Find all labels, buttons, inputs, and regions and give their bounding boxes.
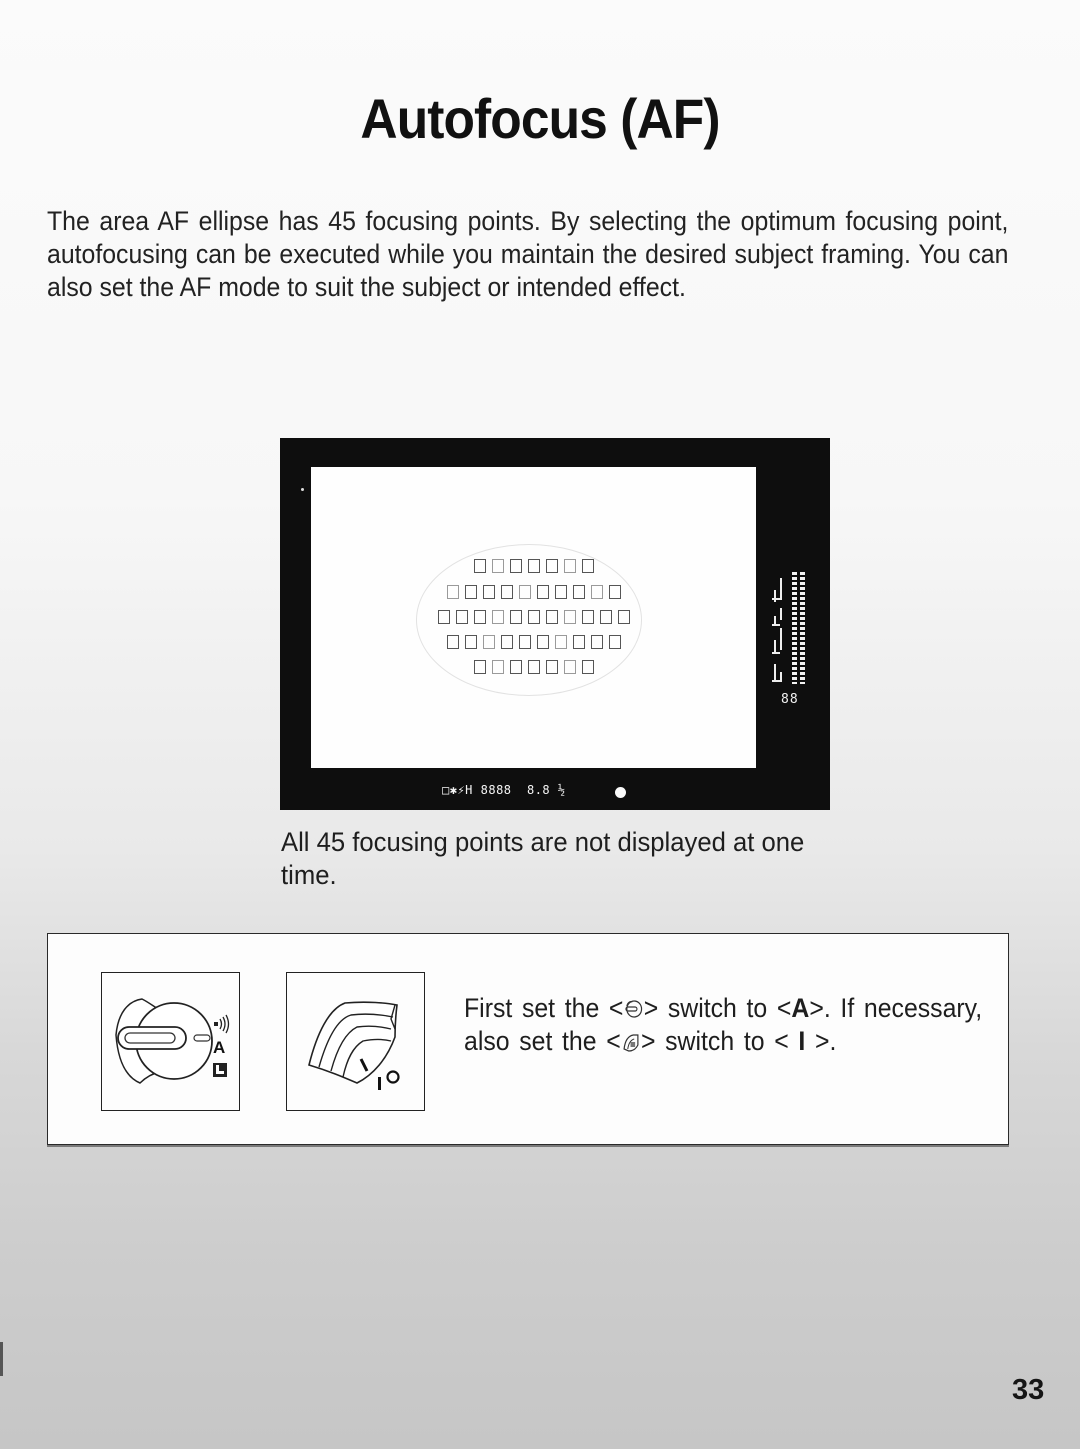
intro-paragraph: The area AF ellipse has 45 focusing points. By selecting the optimum focusing point, autofocusing can be executed while you maintain the desired subject framing. You can also set the AF mode to suit the subject or intended effect. bbox=[47, 206, 1009, 302]
af-point bbox=[546, 610, 558, 624]
af-point bbox=[609, 585, 621, 599]
af-point bbox=[564, 610, 576, 624]
page-number: 33 bbox=[1012, 1374, 1045, 1406]
instruction-text-part: >. bbox=[805, 1026, 837, 1056]
focus-mode-switch-figure bbox=[101, 972, 240, 1111]
scale-mark bbox=[772, 652, 780, 654]
instruction-box bbox=[47, 933, 1009, 1145]
af-point bbox=[465, 585, 477, 599]
exposure-level-scale bbox=[770, 568, 810, 686]
af-point bbox=[582, 559, 594, 573]
focus-mode-switch-symbol-icon bbox=[623, 998, 643, 1020]
viewfinder-screen bbox=[311, 467, 756, 768]
af-point bbox=[447, 635, 459, 649]
on-position-label: I bbox=[798, 1026, 806, 1056]
af-point bbox=[609, 635, 621, 649]
scale-mark bbox=[774, 590, 776, 602]
stabilizer-switch-symbol-icon bbox=[621, 1031, 641, 1053]
scale-column-left bbox=[792, 572, 797, 684]
af-point bbox=[528, 559, 540, 573]
instruction-text-part: First set the < bbox=[464, 993, 624, 1023]
scan-edge-mark bbox=[0, 1342, 3, 1376]
af-point bbox=[510, 610, 522, 624]
focus-confirmation-light-icon bbox=[615, 787, 626, 798]
af-point bbox=[474, 610, 486, 624]
af-point-row bbox=[311, 559, 756, 573]
af-point bbox=[447, 585, 459, 599]
on-mark bbox=[378, 1077, 381, 1090]
af-point bbox=[573, 585, 585, 599]
scale-mark bbox=[780, 628, 782, 650]
af-point bbox=[564, 660, 576, 674]
af-point bbox=[555, 635, 567, 649]
af-point bbox=[537, 635, 549, 649]
af-point bbox=[438, 610, 450, 624]
scale-mark bbox=[772, 680, 780, 682]
af-point bbox=[492, 660, 504, 674]
instruction-text bbox=[464, 992, 1016, 1058]
af-point bbox=[564, 559, 576, 573]
af-point bbox=[528, 660, 540, 674]
af-point-row bbox=[311, 635, 756, 649]
af-point bbox=[546, 660, 558, 674]
scale-column-right bbox=[800, 572, 805, 684]
off-mark bbox=[388, 1072, 399, 1083]
af-point bbox=[474, 660, 486, 674]
af-point bbox=[519, 585, 531, 599]
af-point bbox=[501, 585, 513, 599]
af-point-row bbox=[311, 585, 756, 599]
af-point bbox=[528, 610, 540, 624]
af-point bbox=[537, 585, 549, 599]
scale-mark bbox=[772, 624, 780, 626]
viewfinder-caption: All 45 focusing points are not displayed at one time. bbox=[281, 827, 805, 890]
af-point bbox=[510, 660, 522, 674]
instruction-text-part: > switch to < bbox=[640, 1026, 799, 1056]
af-point bbox=[600, 610, 612, 624]
af-point bbox=[591, 585, 603, 599]
af-point bbox=[465, 635, 477, 649]
max-burst-number: 88 bbox=[781, 692, 799, 707]
scale-mark bbox=[780, 578, 782, 600]
viewfinder-indicator-dot bbox=[301, 488, 304, 491]
af-point bbox=[501, 635, 513, 649]
af-point bbox=[510, 559, 522, 573]
af-point bbox=[546, 559, 558, 573]
af-point bbox=[555, 585, 567, 599]
mode-a-mark: A bbox=[213, 1038, 226, 1057]
scale-mark bbox=[772, 598, 780, 600]
af-point bbox=[474, 559, 486, 573]
af-point bbox=[483, 635, 495, 649]
af-point bbox=[618, 610, 630, 624]
af-point bbox=[582, 660, 594, 674]
af-point bbox=[456, 610, 468, 624]
af-point bbox=[492, 610, 504, 624]
af-point bbox=[573, 635, 585, 649]
stabilizer-switch-icon bbox=[287, 973, 424, 1110]
focus-mode-switch-icon bbox=[102, 973, 239, 1110]
af-point bbox=[519, 635, 531, 649]
af-point-row bbox=[311, 610, 756, 624]
af-point bbox=[483, 585, 495, 599]
viewfinder-diagram bbox=[280, 438, 830, 810]
instruction-text-part: >. If necessary, also set the < bbox=[464, 993, 983, 1056]
af-point-row bbox=[311, 660, 756, 674]
af-point bbox=[492, 559, 504, 573]
stabilizer-switch-figure bbox=[286, 972, 425, 1111]
mode-a-label: A bbox=[791, 993, 810, 1023]
page-title: Autofocus (AF) bbox=[360, 87, 720, 150]
instruction-text-part: > switch to < bbox=[643, 993, 792, 1023]
viewfinder-info-line: □✱⚡H 8888 8.8 ½ bbox=[442, 783, 566, 797]
af-point bbox=[591, 635, 603, 649]
scale-mark bbox=[780, 672, 782, 682]
scale-mark bbox=[780, 608, 782, 620]
af-point bbox=[582, 610, 594, 624]
